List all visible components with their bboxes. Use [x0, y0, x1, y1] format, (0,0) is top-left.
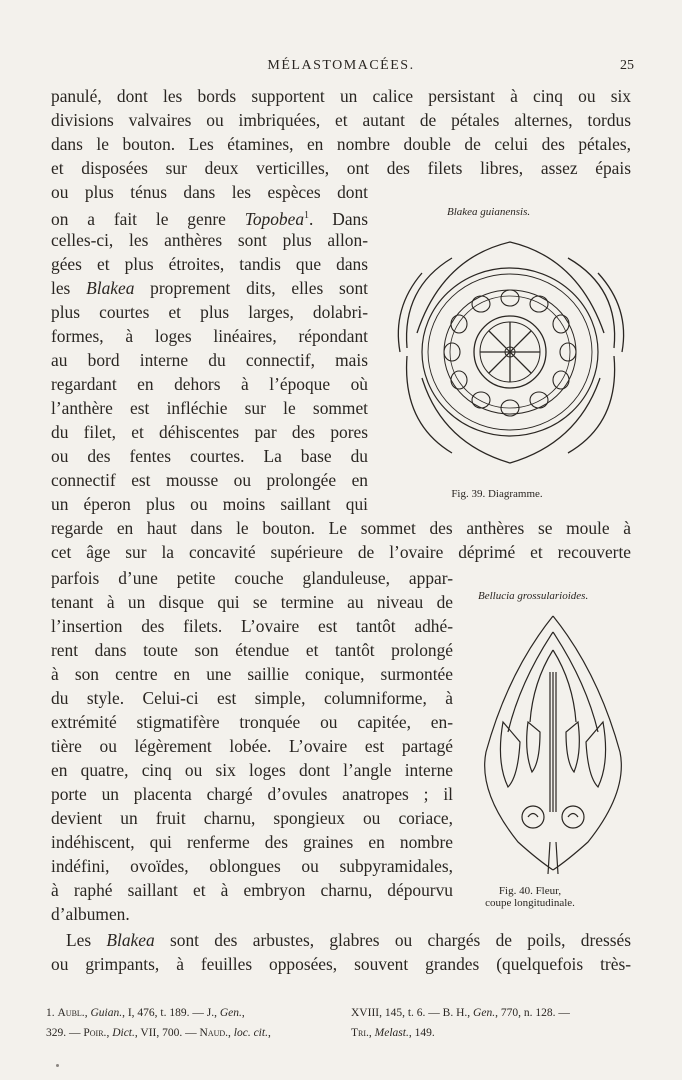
text-line: porte un placenta chargé d’ovules anatropes ; il: [51, 784, 453, 804]
text-line: [66, 928, 631, 952]
fn-part: 1.: [46, 1007, 58, 1019]
page-number: 25: [620, 58, 634, 73]
ink-speck: [56, 1064, 59, 1067]
fn-part: ,: [106, 1027, 113, 1039]
text-line: indéhiscent, qui renferme des graines en nombre: [51, 832, 453, 852]
fn-part: , 770, n. 128. —: [495, 1007, 570, 1019]
footnote-ref: 1: [304, 210, 310, 221]
fig39-caption: Fig. 39. Diagramme.: [451, 488, 543, 500]
fn-column-right: [351, 1023, 435, 1043]
text-line: et disposées sur deux verticilles, ont des filets libres, assez épais: [51, 158, 631, 178]
genus-topobea: Topobea: [244, 208, 305, 229]
text-line: gées et plus étroites, tandis que dans: [51, 254, 368, 274]
fig40-flower-section: [478, 612, 628, 874]
genus-blakea: Blakea: [106, 930, 155, 950]
fn-part: , VII, 700. —: [134, 1027, 200, 1039]
text-line: à raphé saillant et à embryon charnu, dépourvu: [51, 880, 453, 900]
text-line: [51, 276, 368, 300]
text-line: ou des fentes courtes. La base du: [51, 446, 368, 466]
fn-work: Gen.: [219, 1007, 242, 1019]
text-line: [51, 204, 368, 228]
fn-part: ,: [241, 1007, 245, 1019]
text-line: l’anthère est infléchie sur le sommet: [51, 398, 368, 418]
fn-work: Melast.: [374, 1027, 409, 1039]
text-fragment: Les: [66, 930, 107, 950]
text-line: ou grimpants, à feuilles opposées, souvent grandes (quelquefois très-: [51, 954, 631, 974]
fn-author: Naud.: [199, 1027, 229, 1039]
text-line: formes, à loges linéaires, répondant: [51, 326, 368, 346]
fn-work: Gen.: [473, 1007, 496, 1019]
text-line: extrémité stigmatifère tronquée ou capitée, en-: [51, 712, 453, 732]
text-line: du style. Celui-ci est simple, columniforme, à: [51, 688, 453, 708]
text-line: l’insertion des filets. L’ovaire est tantôt adhé-: [51, 616, 453, 636]
text-line: regarde en haut dans le bouton. Le sommet des anthères se moule à: [51, 518, 631, 538]
text-line: devient un fruit charnu, spongieux ou coriace,: [51, 808, 453, 828]
footnote-line: [46, 1003, 636, 1023]
fig39-species: Blakea guianensis.: [447, 206, 531, 218]
fn-part: , I, 476, t. 189. — J.,: [122, 1007, 220, 1019]
fn-part: ,: [84, 1007, 91, 1019]
fn-author: Tri.: [351, 1027, 369, 1039]
text-line: plus courtes et plus larges, dolabri-: [51, 302, 368, 322]
text-line: connectif est mousse ou prolongée en: [51, 470, 368, 490]
text-line: ou plus ténus dans les espèces dont: [51, 182, 368, 202]
fig40-species: Bellucia grossularioides.: [478, 590, 589, 602]
fn-work: Guian.: [90, 1007, 123, 1019]
fig40-caption: [470, 885, 590, 909]
text-fragment: sont des arbustes, glabres ou chargés de poils, dressés: [154, 930, 631, 950]
fn-column-right: [351, 1003, 570, 1023]
fn-part: XVIII, 145, t. 6. — B. H.,: [351, 1007, 474, 1019]
text-line: à son centre en une saillie conique, surmontée: [51, 664, 453, 684]
text-line: celles-ci, les anthères sont plus allon-: [51, 230, 368, 250]
text-line: un éperon plus ou moins saillant qui: [51, 494, 368, 514]
footnote-line: [46, 1023, 636, 1043]
text-line: parfois d’une petite couche glanduleuse, appar-: [51, 568, 453, 588]
text-line: indéfini, ovoïdes, oblongues ou subpyramidales,: [51, 856, 453, 876]
text-line: du filet, et déhiscentes par des pores: [51, 422, 368, 442]
fn-part: ,: [267, 1027, 271, 1039]
fn-part: , 149.: [408, 1027, 435, 1039]
text-line: rent dans toute son étendue et tantôt prolongé: [51, 640, 453, 660]
fig40-caption-line-2: coupe longitudinale.: [485, 897, 575, 909]
running-title: MÉLASTOMACÉES.: [267, 58, 415, 73]
text-line: regardant en dehors à l’époque où: [51, 374, 368, 394]
text-line: d’albumen.: [51, 904, 130, 924]
fn-part: 329. —: [46, 1027, 84, 1039]
footnotes: [46, 1003, 636, 1043]
fn-part: ,: [368, 1027, 375, 1039]
fn-work: loc. cit.: [233, 1027, 268, 1039]
fig39-floral-diagram: [382, 228, 638, 478]
text-line: panulé, dont les bords supportent un calice persistant à cinq ou six: [51, 86, 631, 106]
fn-author: Poir.: [83, 1027, 107, 1039]
text-fragment: on a fait le genre: [51, 208, 245, 229]
text-line: au bord interne du connectif, mais: [51, 350, 368, 370]
text-line: en quatre, cinq ou six loges dont l’angle interne: [51, 760, 453, 780]
text-line: tenant à un disque qui se termine au niveau de: [51, 592, 453, 612]
text-line: cet âge sur la concavité supérieure de l’ovaire déprimé et recouverte: [51, 542, 631, 562]
text-line: tière ou légèrement lobée. L’ovaire est partagé: [51, 736, 453, 756]
running-head: [0, 58, 682, 80]
genus-blakea: Blakea: [86, 278, 135, 298]
text-fragment: . Dans: [309, 208, 368, 229]
fn-part: ,: [228, 1027, 234, 1039]
fig40-caption-line-1: Fig. 40. Fleur,: [498, 885, 562, 897]
fn-author: Aubl.: [57, 1007, 85, 1019]
text-fragment: proprement dits, elles sont: [134, 278, 369, 298]
text-line: dans le bouton. Les étamines, en nombre double de celui des pétales,: [51, 134, 631, 154]
text-fragment: les: [51, 278, 87, 298]
text-line: divisions valvaires ou imbriquées, et autant de pétales alternes, tordus: [51, 110, 631, 130]
fn-work: Dict.: [112, 1027, 135, 1039]
